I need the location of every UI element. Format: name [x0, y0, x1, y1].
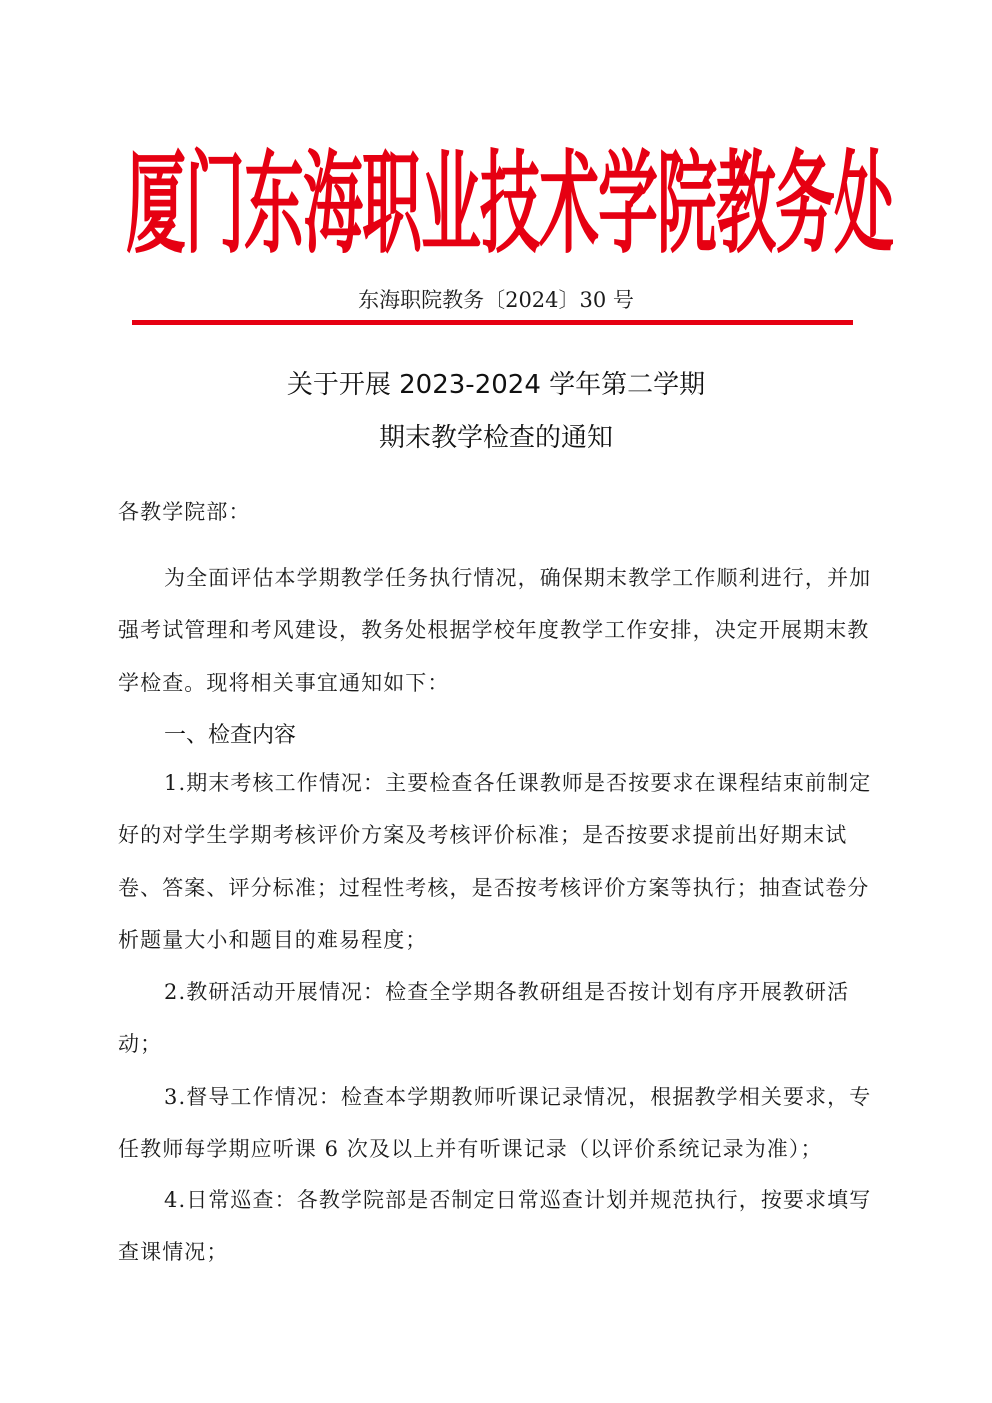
document-number: 东海职院教务〔2024〕30 号: [358, 288, 634, 312]
title-line-2: 期末教学检查的通知: [378, 423, 613, 453]
red-divider: [132, 320, 853, 325]
intro-paragraph: 为全面评估本学期教学任务执行情况，确保期末教学工作顺利进行，并加强考试管理和考风建设，教务处根据学校年度教学工作安排，决定开展期末教学检查。现将相关事宜通知如下：: [118, 566, 872, 695]
list-item: 3.督导工作情况：检查本学期教师听课记录情况，根据教学相关要求，专任教师每学期应听课 6 次及以上并有听课记录（以评价系统记录为准）；: [118, 1085, 872, 1162]
title-line-1: 关于开展 2023-2024 学年第二学期: [286, 370, 706, 400]
list-item: 4.日常巡查：各教学院部是否制定日常巡查计划并规范执行，按要求填写查课情况；: [118, 1188, 872, 1265]
list-item: 2.教研活动开展情况：检查全学期各教研组是否按计划有序开展教研活动；: [118, 980, 850, 1057]
section-heading: 一、检查内容: [164, 723, 297, 748]
list-item: 1.期末考核工作情况：主要检查各任课教师是否按要求在课程结束前制定好的对学生学期考核评价方案及考核评价标准；是否按要求提前出好期末试卷、答案、评分标准；过程性考核，是否按考核评价方案等执行；抽查试卷分析题量大小和题目的难易程度；: [118, 771, 872, 952]
salutation: 各教学院部：: [118, 500, 251, 524]
org-header: 厦门东海职业技术学院教务处: [126, 140, 893, 270]
